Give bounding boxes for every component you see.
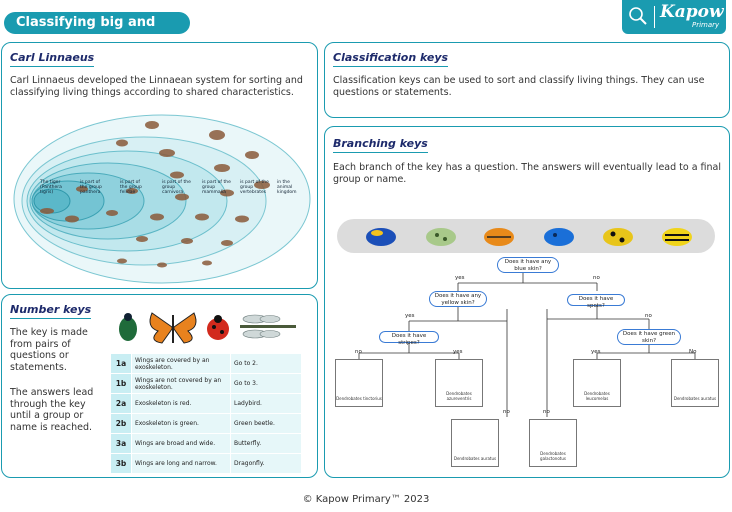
key-num: 3a xyxy=(111,434,132,454)
classification-text: Classification keys can be used to sort and classify living things. They can use questions or statements. xyxy=(333,75,705,98)
key-num: 1a xyxy=(111,354,132,374)
group-label-felidae: is part of the group felidae xyxy=(120,180,142,195)
leaf-box xyxy=(573,359,621,407)
key-answer: Go to 3. xyxy=(231,374,302,394)
table-row xyxy=(111,374,302,394)
page-title: Classifying big and xyxy=(4,12,190,34)
frog-blue-icon xyxy=(544,228,574,246)
leaf-box xyxy=(335,359,383,407)
label-no-2: no xyxy=(645,313,652,319)
label-no-3: no xyxy=(355,349,362,355)
linnaean-nested-diagram xyxy=(12,113,312,285)
leaf-box xyxy=(671,359,719,407)
green-beetle-icon xyxy=(119,313,137,341)
leaf-name: Dendrobates tinctorius xyxy=(336,395,382,401)
number-keys-title: Number keys xyxy=(10,303,91,319)
label-No-5: No xyxy=(689,349,697,355)
insects-illustration xyxy=(110,305,300,349)
key-question: Wings are not covered by an exoskeleton. xyxy=(132,374,231,394)
linnaeus-text: Carl Linnaeus developed the Linnaean system for sorting and classifying living things according to shared characteristics. xyxy=(10,75,303,98)
frog-yellow-black-icon xyxy=(662,228,692,246)
question-blue-skin: Does it have any blue skin? xyxy=(497,257,559,273)
kapow-logo xyxy=(622,0,726,34)
magnifier-icon xyxy=(628,6,648,26)
label-no-4: no xyxy=(503,409,510,415)
footer-copyright: © Kapow Primary™ 2023 xyxy=(302,494,430,505)
leaf-name: Dendrobates azureventris xyxy=(446,391,472,401)
frog-yellow-spotted-icon xyxy=(603,228,633,246)
label-yes-4: yes xyxy=(591,349,601,355)
table-row xyxy=(111,434,302,454)
key-question: Wings are long and narrow. xyxy=(132,454,231,474)
table-row xyxy=(111,394,302,414)
number-keys-text-2: The answers lead through the key until a group or name is reached. xyxy=(10,387,94,433)
branching-text: Each branch of the key has a question. The answers will eventually lead to a final group or name. xyxy=(333,162,722,185)
leaf-box xyxy=(451,419,499,467)
group-label-kingdom: in the animal kingdom xyxy=(277,180,297,195)
group-label-tiger: The tiger (Panthera tigris) xyxy=(40,180,62,195)
group-label-vertebrates: is part of the group vertebrates xyxy=(240,180,269,195)
label-no-6: no xyxy=(543,409,550,415)
linnaeus-title: Carl Linnaeus xyxy=(10,51,94,67)
ladybird-icon xyxy=(207,315,229,340)
number-key-table xyxy=(110,353,302,474)
frog-blue-yellow-icon xyxy=(366,228,396,246)
question-stripes: Does it have stripes? xyxy=(379,331,439,343)
dragonfly-icon xyxy=(240,315,296,338)
label-yes-1: yes xyxy=(455,275,465,281)
number-keys-text-1: The key is made from pairs of questions or statements. xyxy=(10,327,88,373)
leaf-box xyxy=(529,419,577,467)
classification-panel xyxy=(324,42,730,118)
logo-sub: Primary xyxy=(692,21,720,29)
key-num: 2a xyxy=(111,394,132,414)
leaf-name: Dendrobates galactonotus xyxy=(540,451,566,461)
logo-name: Kapow xyxy=(660,2,724,22)
key-question: Wings are covered by an exoskeleton. xyxy=(132,354,231,374)
key-question: Exoskeleton is red. xyxy=(132,394,231,414)
key-answer: Dragonfly. xyxy=(231,454,302,474)
question-spots: Does it have spots? xyxy=(567,294,625,306)
butterfly-icon xyxy=(150,313,196,343)
leaf-name: Dendrobates auratus xyxy=(673,395,717,401)
key-num: 2b xyxy=(111,414,132,434)
label-yes-3: yes xyxy=(453,349,463,355)
linnaeus-panel xyxy=(1,42,318,289)
group-label-panthera: is part of the group panthera xyxy=(80,180,102,195)
frog-orange-icon xyxy=(484,228,514,246)
classification-title: Classification keys xyxy=(333,51,448,67)
table-row xyxy=(111,414,302,434)
key-question: Exoskeleton is green. xyxy=(132,414,231,434)
key-num: 3b xyxy=(111,454,132,474)
number-keys-panel xyxy=(1,294,318,478)
label-no-1: no xyxy=(593,275,600,281)
label-yes-2: yes xyxy=(405,313,415,319)
group-label-carnivora: is part of the group carnivora xyxy=(162,180,191,195)
key-answer: Butterfly. xyxy=(231,434,302,454)
branching-panel xyxy=(324,126,730,478)
table-row xyxy=(111,454,302,474)
key-question: Wings are broad and wide. xyxy=(132,434,231,454)
question-green-skin: Does it have green skin? xyxy=(617,329,681,345)
key-answer: Ladybird. xyxy=(231,394,302,414)
key-answer: Green beetle. xyxy=(231,414,302,434)
question-yellow-skin: Does it have any yellow skin? xyxy=(429,291,487,307)
leaf-box xyxy=(435,359,483,407)
group-label-mammalia: is part of the group mammalia xyxy=(202,180,231,195)
key-num: 1b xyxy=(111,374,132,394)
leaf-name: Dendrobates leucomelas xyxy=(584,391,610,401)
table-row xyxy=(111,354,302,374)
frog-green-icon xyxy=(426,228,456,246)
branching-title: Branching keys xyxy=(333,137,428,153)
leaf-name: Dendrobates auratus xyxy=(453,455,497,461)
key-answer: Go to 2. xyxy=(231,354,302,374)
